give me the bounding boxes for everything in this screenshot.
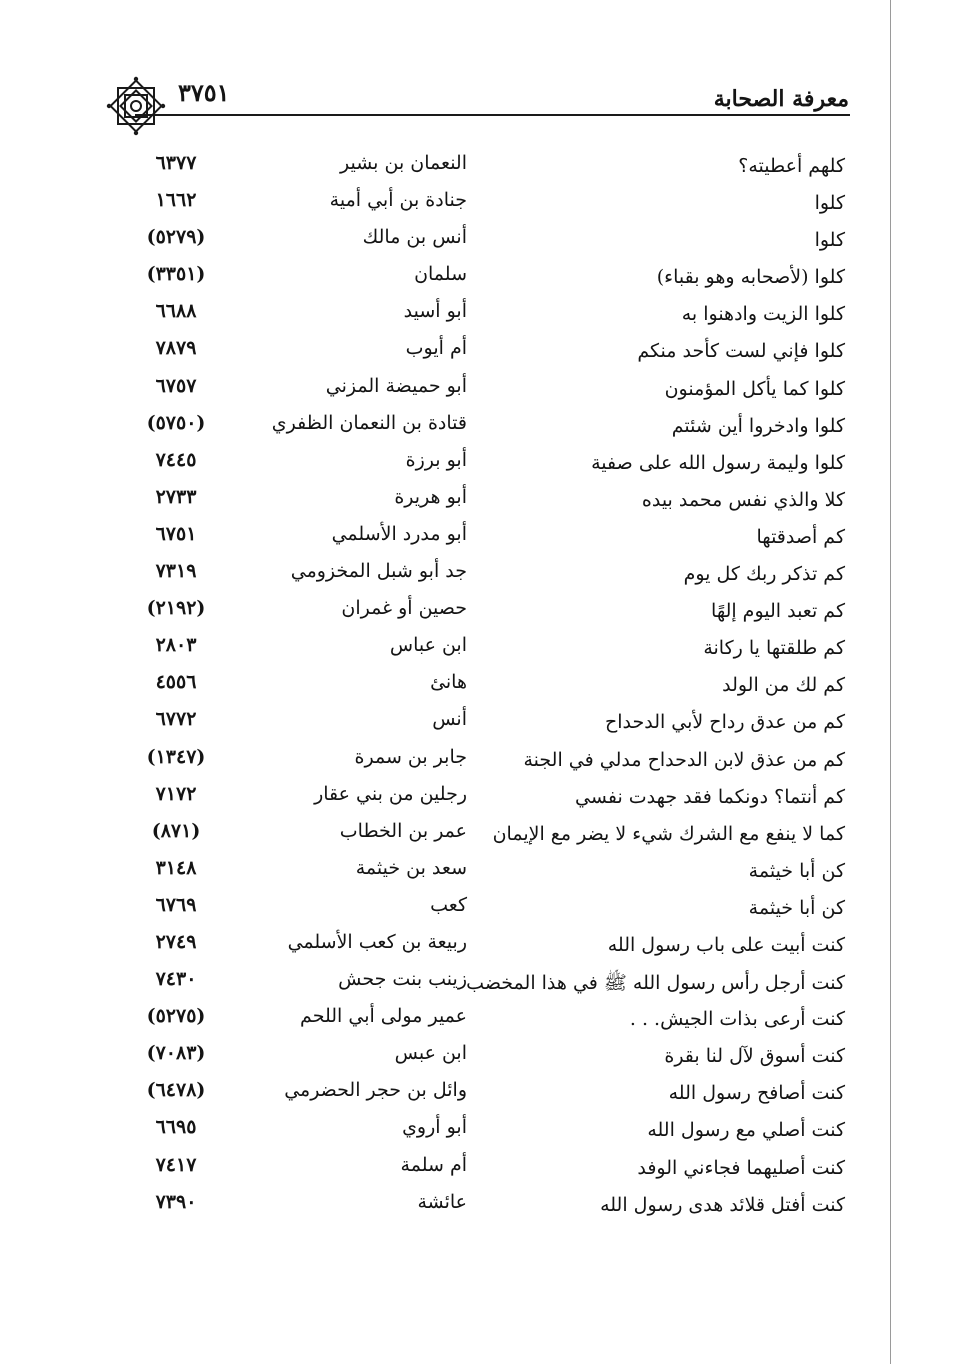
hadith-number: ٧٨٧٩ [155, 337, 197, 360]
hadith-number: ١٦٦٢ [155, 189, 197, 212]
index-row [0, 704, 961, 741]
hadith-opening-text: كلوا وادخروا أين شئتم [671, 414, 845, 437]
index-row [0, 1075, 961, 1112]
hadith-number: ٦٦٨٨ [155, 300, 197, 323]
index-row [0, 853, 961, 890]
narrator-name: وائل بن حجر الحضرمي [284, 1079, 467, 1102]
narrator-name: أبو أروي [402, 1116, 467, 1139]
narrator-name: أبو مدرد الأسلمي [331, 522, 467, 545]
index-row [0, 482, 961, 519]
index-row [0, 1112, 961, 1149]
narrator-name: النعمان بن بشير [340, 152, 467, 174]
narrator-name: أبو هريرة [394, 485, 467, 508]
hadith-opening-text: كم تذكر ربك كل يوم [683, 563, 845, 586]
hadith-opening-text: كم أنتما؟ دونكما فقد جهدت نفسي [575, 785, 845, 808]
page-header [0, 60, 961, 160]
narrator-name: ربيعة بن كعب الأسلمي [287, 930, 467, 953]
index-row [0, 296, 961, 333]
hadith-opening-text: كن أبا خيثمة [748, 896, 845, 919]
index-row [0, 445, 961, 482]
hadith-number: ٦٧٥٧ [155, 374, 197, 397]
index-row [0, 371, 961, 408]
hadith-opening-text: كلوا وليمة رسول الله على صفية [591, 451, 845, 474]
index-row [0, 630, 961, 667]
index-row [0, 816, 961, 853]
hadith-number: ٤٥٥٦ [155, 671, 197, 694]
narrator-name: ابن عبس [394, 1042, 467, 1065]
hadith-opening-text: كنت أسوق لآل لنا بقرة [664, 1045, 845, 1068]
hadith-opening-text: كم أصدقتها [756, 525, 845, 548]
index-row [0, 185, 961, 222]
hadith-number: ٣١٤٨ [155, 856, 197, 879]
hadith-opening-text: كنت أصافح رسول الله [668, 1082, 845, 1105]
index-row [0, 667, 961, 704]
hadith-number: ٧٣١٩ [155, 560, 197, 583]
hadith-opening-text: كم طلقتها يا ركانة [703, 637, 845, 660]
narrator-name: عمر بن الخطاب [339, 819, 467, 842]
hadith-opening-text: كنت أرعى بذات الجيش. . . [629, 1008, 845, 1031]
narrator-name: أم سلمة [400, 1153, 467, 1176]
hadith-opening-text: كلوا [814, 229, 845, 252]
narrator-name: كعب [430, 893, 467, 916]
index-row [0, 1187, 961, 1224]
hadith-opening-text: كلوا (لأصحابه وهو بقباء) [656, 266, 845, 289]
hadith-number: (١٣٤٧) [146, 745, 206, 768]
index-row [0, 927, 961, 964]
hadith-opening-text: كنت أصليهما فجاءني الوفد [637, 1156, 845, 1179]
hadith-opening-text: كما لا ينفع مع الشرك شيء لا يضر مع الإيمان [492, 822, 845, 845]
index-row [0, 148, 961, 185]
narrator-name: أنس بن مالك [362, 226, 467, 249]
narrator-name: جد أبو شبل المخزومي [290, 560, 467, 583]
hadith-number: (٧٠٨٣) [146, 1042, 206, 1065]
index-row [0, 556, 961, 593]
hadith-opening-text: كنت أفتل قلائد هدى رسول الله [600, 1193, 845, 1216]
index-row [0, 222, 961, 259]
narrator-name: ابن عباس [389, 634, 467, 657]
narrator-name: أبو برزة [405, 448, 467, 471]
index-row [0, 964, 961, 1001]
hadith-opening-text: كم من عذق لابن الدحداح مدلي في الجنة [523, 748, 845, 771]
index-row [0, 408, 961, 445]
hadith-number: ٧٣٩٠ [155, 1190, 197, 1213]
index-row [0, 593, 961, 630]
narrator-name: سلمان [414, 263, 467, 286]
narrator-name: عائشة [417, 1190, 467, 1213]
hadith-number: (٥٧٥٠) [146, 411, 206, 434]
index-table [0, 148, 961, 1224]
narrator-name: جابر بن سمرة [354, 745, 467, 768]
narrator-name: زينب بنت جحش [338, 968, 467, 991]
hadith-number: (٨٧١) [151, 819, 201, 842]
hadith-number: ٧٤٣٠ [155, 968, 197, 991]
hadith-number: (٣٣٥١) [146, 263, 206, 286]
hadith-number: ٦٣٧٧ [155, 152, 197, 174]
narrator-name: حصين أو غمران [341, 597, 467, 620]
hadith-number: ٢٧٤٩ [155, 930, 197, 953]
hadith-number: ٦٧٧٢ [155, 708, 197, 731]
hadith-opening-text: كم تعبد اليوم إلهًا [711, 600, 845, 623]
hadith-opening-text: كم من عدق رداح لأبي الدحداح [604, 711, 845, 734]
narrator-name: أم أيوب [405, 337, 467, 360]
narrator-name: أنس [432, 708, 467, 731]
index-row [0, 333, 961, 370]
hadith-number: ٧٤٤٥ [155, 448, 197, 471]
hadith-opening-text: كم لك من الولد [722, 674, 845, 697]
hadith-opening-text: كلوا الزيت وادهنوا به [681, 303, 845, 326]
hadith-number: ٢٧٣٣ [155, 485, 197, 508]
hadith-opening-text: كن أبا خيثمة [748, 859, 845, 882]
header-rule [135, 114, 850, 116]
hadith-number: (٦٤٧٨) [146, 1079, 206, 1102]
index-row [0, 1038, 961, 1075]
index-row [0, 259, 961, 296]
hadith-number: (٥٢٧٩) [146, 226, 206, 249]
hadith-opening-text: كنت أبيت على باب رسول الله [607, 933, 845, 956]
hadith-opening-text: كلا والذي نفس محمد بيده [641, 488, 845, 511]
page-title: معرفة الصحابة [713, 86, 849, 112]
narrator-name: أبو حميضة المزني [325, 374, 467, 397]
index-row [0, 742, 961, 779]
narrator-name: سعد بن خيثمة [355, 856, 467, 879]
narrator-name: جنادة بن أبي أمية [329, 189, 467, 212]
narrator-name: أبو أسيد [403, 300, 467, 323]
index-row [0, 1001, 961, 1038]
hadith-number: ٦٦٩٥ [155, 1116, 197, 1139]
index-row [0, 1150, 961, 1187]
narrator-name: قتادة بن النعمان الظفري [271, 411, 467, 434]
narrator-name: رجلين من بني عقار [314, 782, 467, 805]
hadith-number: ٢٨٠٣ [155, 634, 197, 657]
hadith-opening-text: كلوا كما يأكل المؤمنون [664, 377, 845, 400]
index-row [0, 779, 961, 816]
hadith-opening-text: كلهم أعطيته؟ [738, 155, 845, 177]
page-number: ٣٧٥١ [178, 78, 230, 107]
hadith-number: ٧٤١٧ [155, 1153, 197, 1176]
hadith-opening-text: كنت أصلي مع رسول الله [647, 1119, 845, 1142]
narrator-name: عمير مولى أبي اللحم [300, 1005, 467, 1028]
hadith-number: (٥٢٧٥) [146, 1005, 206, 1028]
narrator-name: هانئ [430, 671, 467, 694]
hadith-number: ٧١٧٢ [155, 782, 197, 805]
hadith-number: ٦٧٦٩ [155, 893, 197, 916]
octagram-ornament-icon [104, 74, 168, 138]
hadith-number: (٢١٩٢) [146, 597, 206, 620]
index-row [0, 890, 961, 927]
hadith-opening-text: كلوا [814, 192, 845, 215]
index-row [0, 519, 961, 556]
hadith-opening-text: كلوا فإني لست كأحد منكم [637, 340, 845, 363]
hadith-opening-text: كنت أرجل رأس رسول الله ﷺ في هذا المخضب [466, 972, 845, 995]
hadith-number: ٦٧٥١ [155, 522, 197, 545]
